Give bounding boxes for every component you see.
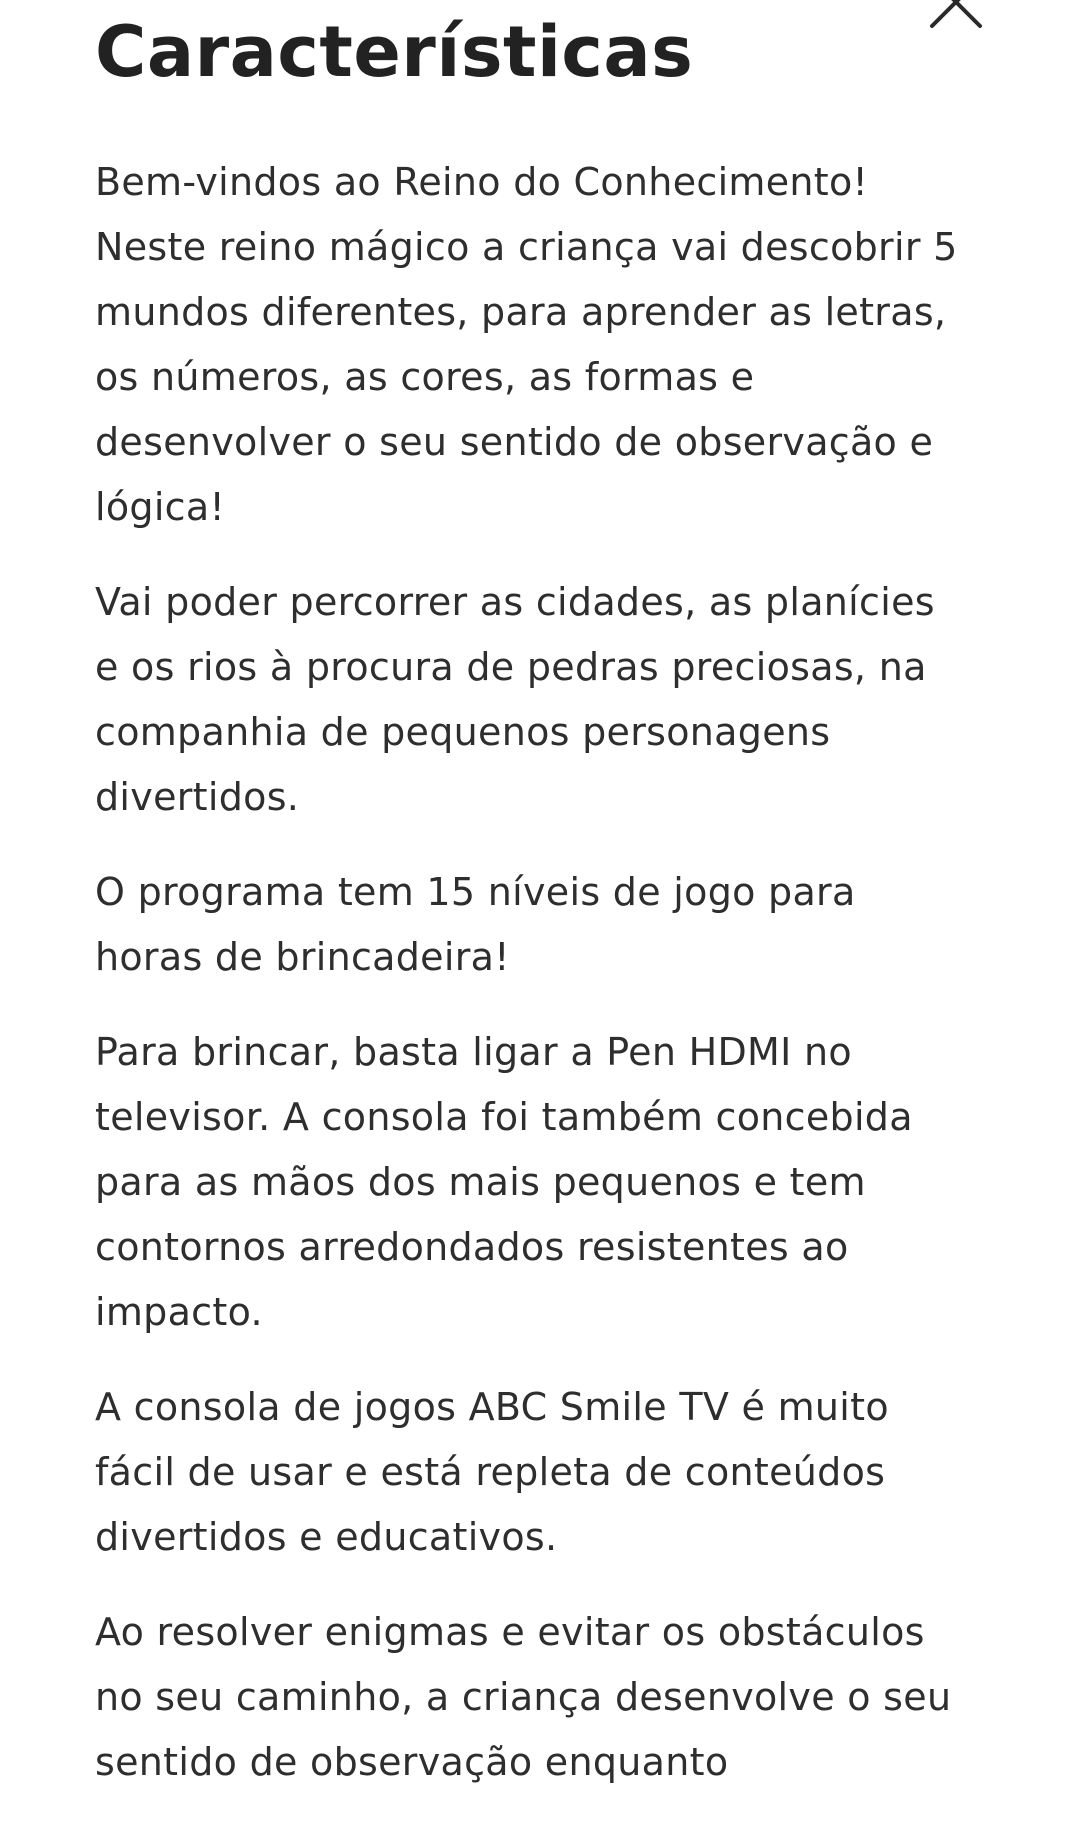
paragraph-console <box>95 1375 1015 1570</box>
text-line: divertidos e educativos. <box>95 1515 558 1559</box>
text-line: horas de brincadeira! <box>95 935 510 979</box>
text-line: contornos arredondados resistentes ao <box>95 1225 849 1269</box>
text-line: companhia de pequenos personagens <box>95 710 831 754</box>
text-line: desenvolver o seu sentido de observação e <box>95 420 934 464</box>
paragraph-setup <box>95 1020 1015 1345</box>
close-icon <box>924 0 988 34</box>
text-line: Vai poder percorrer as cidades, as planícies <box>95 580 935 624</box>
description-body <box>95 150 1015 1825</box>
text-line: para as mãos dos mais pequenos e tem <box>95 1160 866 1204</box>
text-line: fácil de usar e está repleta de conteúdos <box>95 1450 886 1494</box>
paragraph-levels <box>95 860 1015 990</box>
paragraph-puzzles <box>95 1600 1015 1795</box>
text-line: televisor. A consola foi também concebida <box>95 1095 913 1139</box>
close-button[interactable] <box>924 0 988 34</box>
text-line: Ao resolver enigmas e evitar os obstáculos <box>95 1610 925 1654</box>
paragraph-intro <box>95 150 1015 540</box>
text-line: O programa tem 15 níveis de jogo para <box>95 870 856 914</box>
text-line: mundos diferentes, para aprender as letras, <box>95 290 947 334</box>
text-line: lógica! <box>95 485 225 529</box>
text-line: no seu caminho, a criança desenvolve o seu <box>95 1675 952 1719</box>
text-line: sentido de observação enquanto <box>95 1740 729 1784</box>
text-line: os números, as cores, as formas e <box>95 355 755 399</box>
text-line: Para brincar, basta ligar a Pen HDMI no <box>95 1030 852 1074</box>
text-line: A consola de jogos ABC Smile TV é muito <box>95 1385 889 1429</box>
text-line: divertidos. <box>95 775 300 819</box>
text-line: Neste reino mágico a criança vai descobrir 5 <box>95 225 958 269</box>
text-line: impacto. <box>95 1290 263 1334</box>
text-line: e os rios à procura de pedras preciosas, na <box>95 645 927 689</box>
paragraph-exploration <box>95 570 1015 830</box>
text-line: Bem-vindos ao Reino do Conhecimento! <box>95 160 869 204</box>
page-title: Características <box>95 11 694 93</box>
